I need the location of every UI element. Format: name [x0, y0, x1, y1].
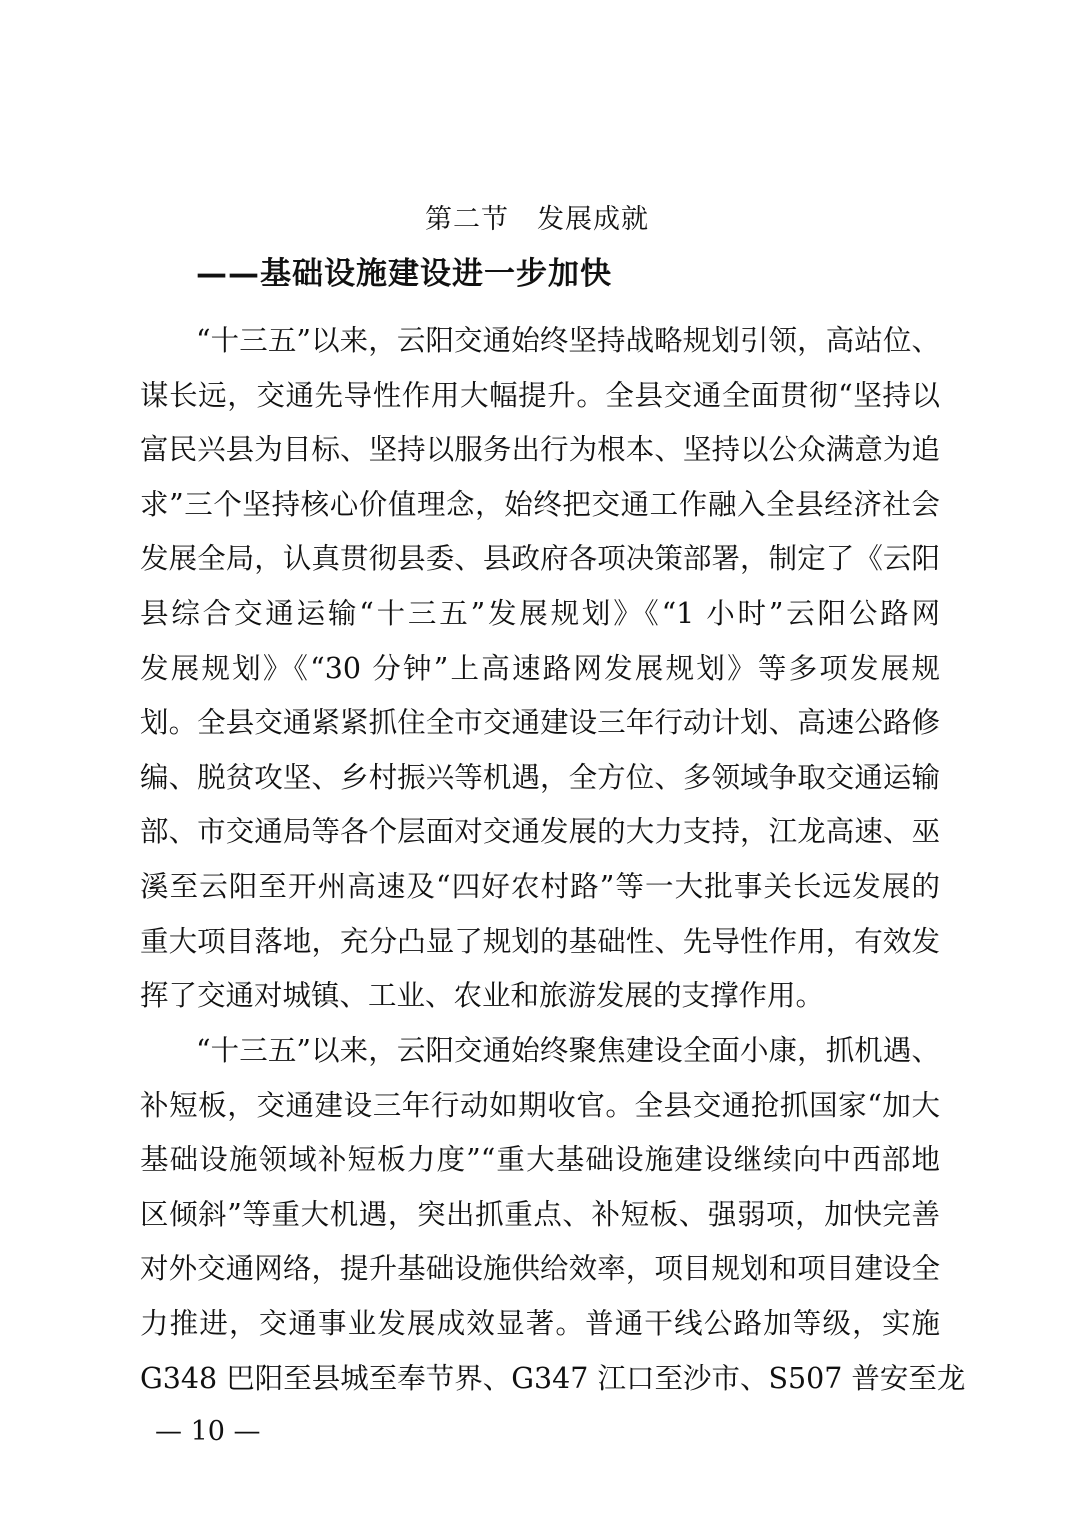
paragraph-line: 谋长远，交通先导性作用大幅提升。全县交通全面贯彻“坚持以: [140, 378, 940, 412]
paragraph-line: 挥了交通对城镇、工业、农业和旅游发展的支撑作用。: [140, 979, 825, 1013]
paragraph-line: 区倾斜”等重大机遇，突出抓重点、补短板、强弱项，加快完善: [140, 1197, 940, 1231]
paragraph-line: “十三五”以来，云阳交通始终坚持战略规划引领，高站位、: [196, 324, 940, 357]
paragraph-line: G348 巴阳至县城至奉节界、G347 江口至沙市、S507 普安至龙: [140, 1361, 966, 1395]
paragraph-line: 发展全局，认真贯彻县委、县政府各项决策部署，制定了《云阳: [140, 542, 940, 576]
paragraph-line: 部、市交通局等各个层面对交通发展的大力支持，江龙高速、巫: [140, 815, 940, 849]
paragraph-line: 县综合交通运输“十三五”发展规划》《“1 小时”云阳公路网: [140, 596, 940, 630]
paragraph-line: “十三五”以来，云阳交通始终聚焦建设全面小康，抓机遇、: [196, 1034, 940, 1067]
paragraph-line: 发展规划》《“30 分钟”上高速路网发展规划》等多项发展规: [140, 651, 940, 685]
paragraph-line: 基础设施领域补短板力度”“重大基础设施建设继续向中西部地: [140, 1143, 940, 1177]
section-title: 第二节 发展成就: [425, 204, 649, 235]
paragraph-2: [140, 1024, 966, 1406]
paragraph-line: 求”三个坚持核心价值理念，始终把交通工作融入全县经济社会: [140, 487, 940, 521]
paragraph-1: [140, 314, 940, 1024]
paragraph-line: 编、脱贫攻坚、乡村振兴等机遇，全方位、多领域争取交通运输: [140, 760, 940, 794]
subheading: ——基础设施建设进一步加快: [196, 256, 612, 292]
paragraph-line: 富民兴县为目标、坚持以服务出行为根本、坚持以公众满意为追: [140, 433, 940, 467]
paragraph-line: 对外交通网络，提升基础设施供给效率，项目规划和项目建设全: [140, 1252, 940, 1286]
paragraph-line: 重大项目落地，充分凸显了规划的基础性、先导性作用，有效发: [140, 924, 940, 958]
paragraph-line: 力推进，交通事业发展成效显著。普通干线公路加等级，实施: [140, 1306, 940, 1340]
page-number: — 10 —: [155, 1416, 261, 1447]
paragraph-line: 溪至云阳至开州高速及“四好农村路”等一大批事关长远发展的: [140, 869, 940, 903]
paragraph-line: 划。全县交通紧紧抓住全市交通建设三年行动计划、高速公路修: [140, 706, 940, 740]
paragraph-line: 补短板，交通建设三年行动如期收官。全县交通抢抓国家“加大: [140, 1088, 940, 1122]
